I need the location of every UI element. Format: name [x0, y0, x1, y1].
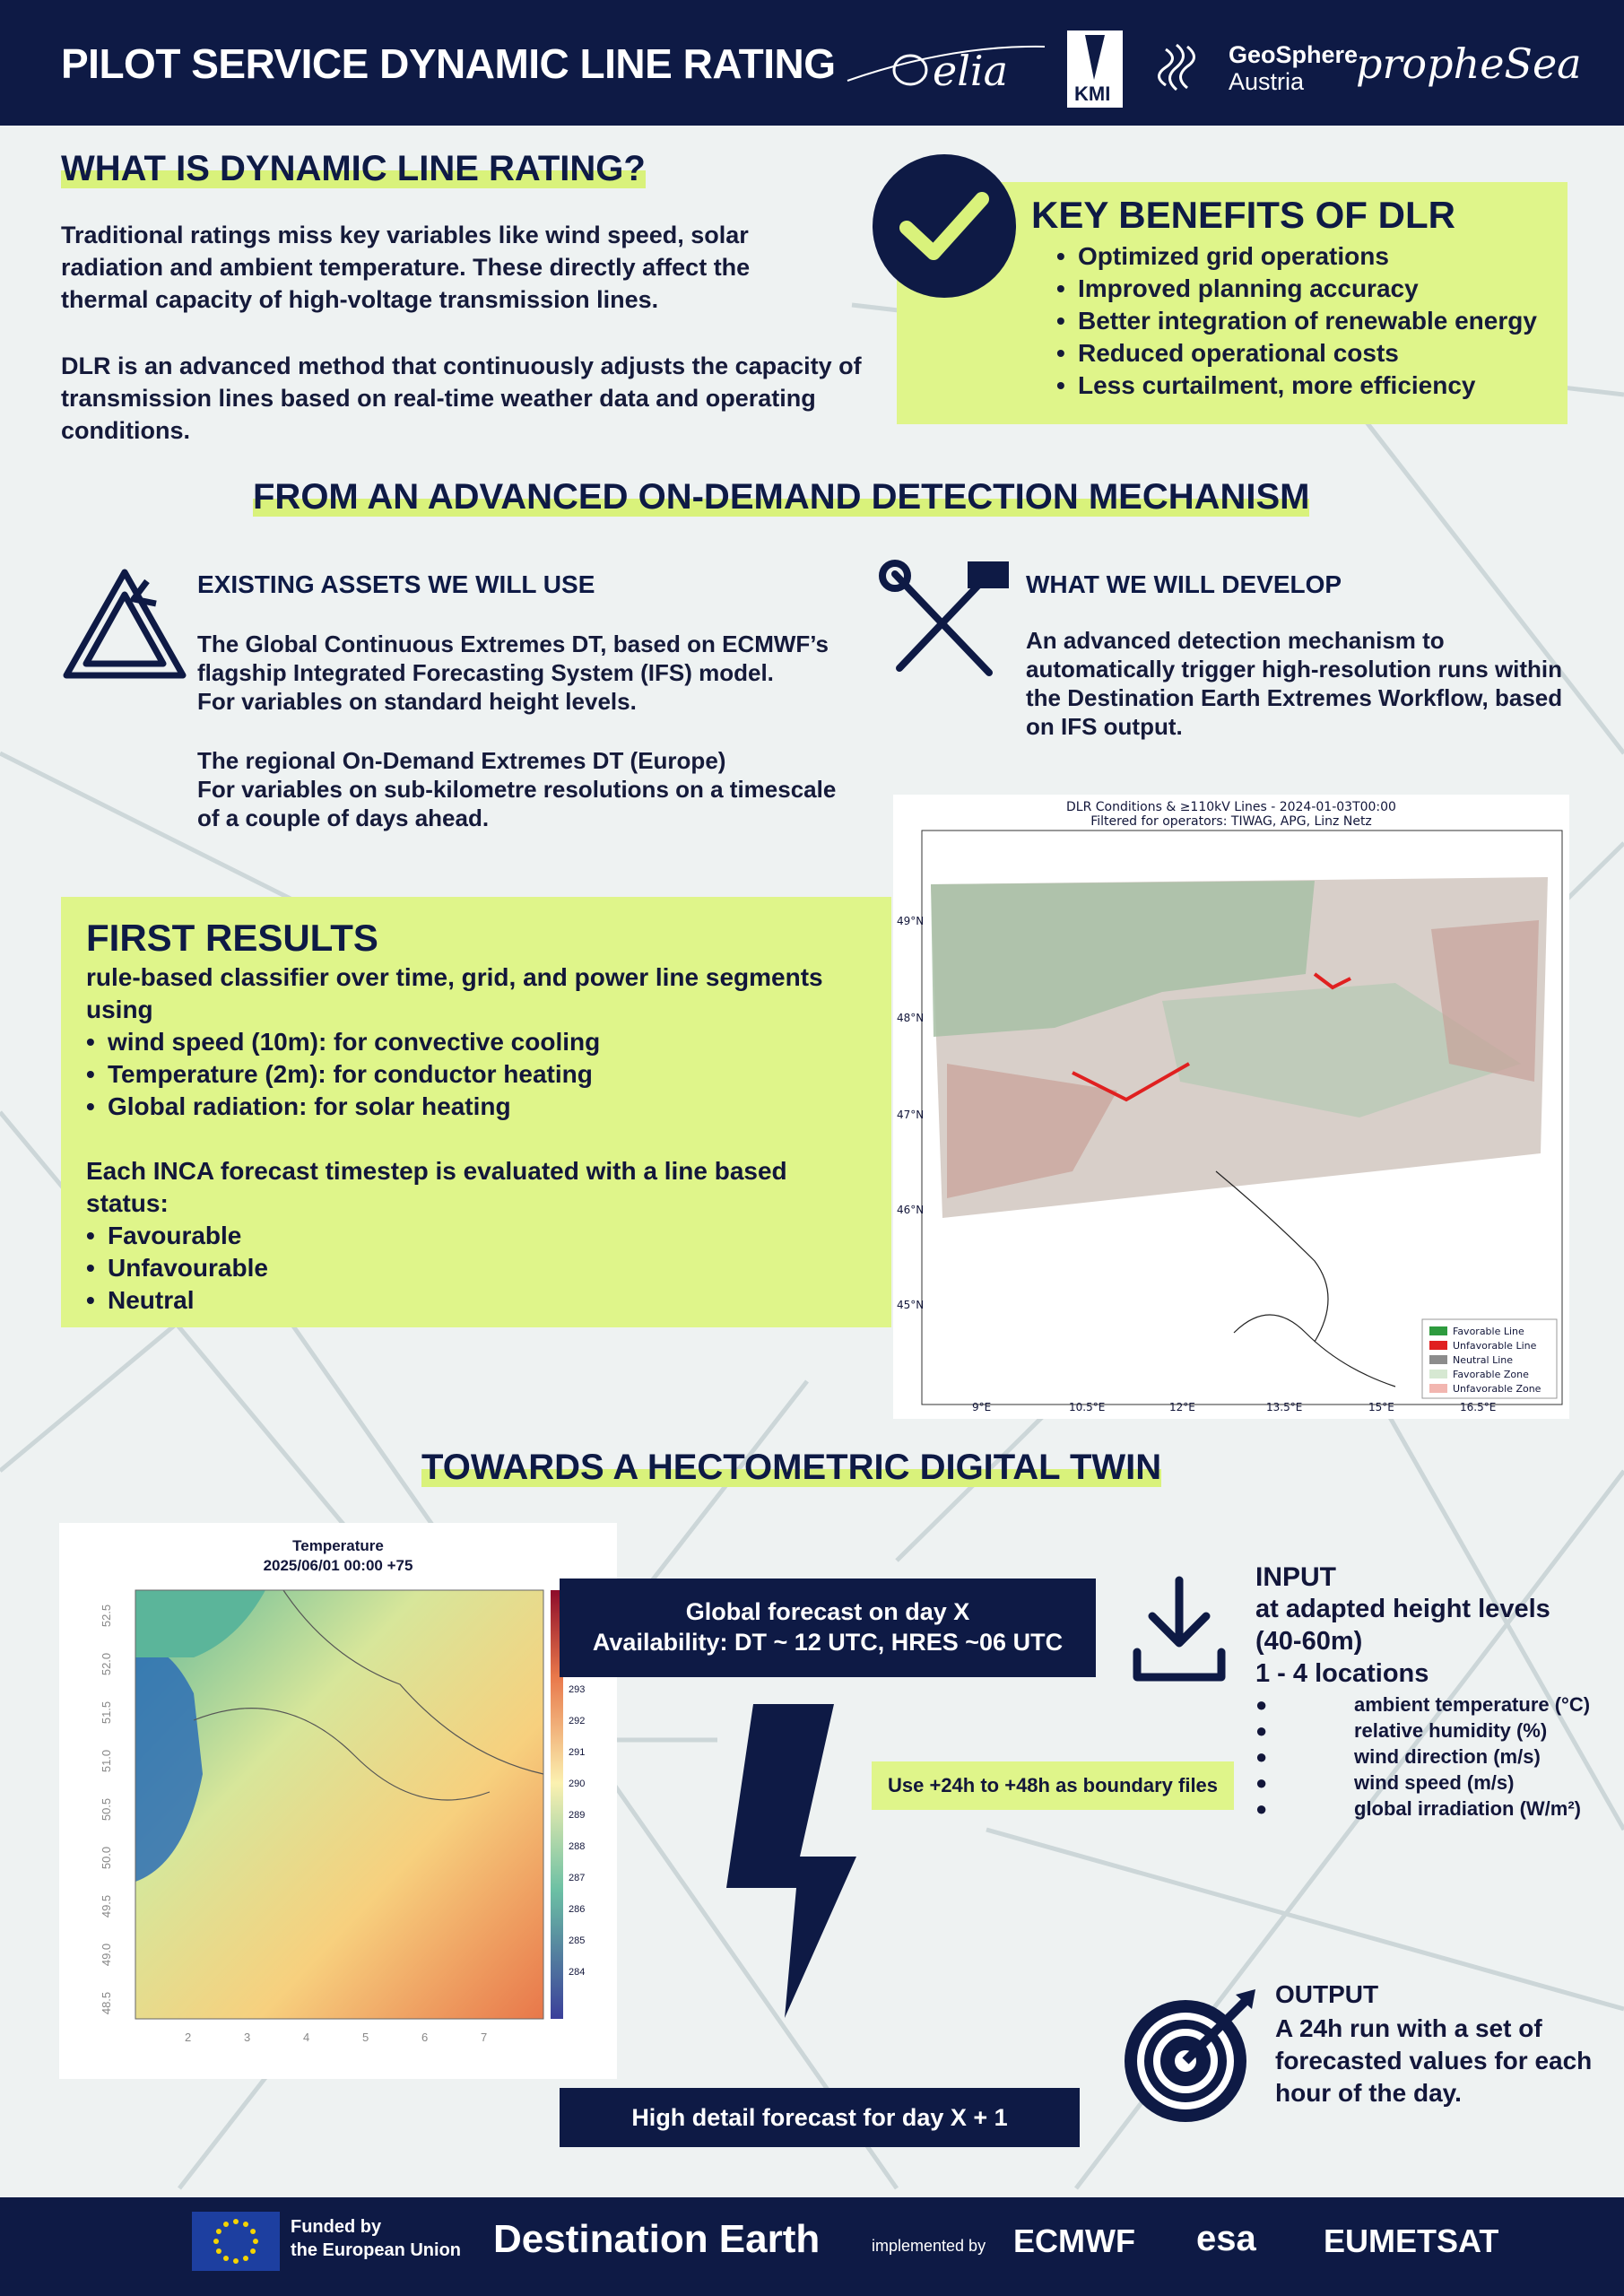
what-is-dlr-paragraph-1: Traditional ratings miss key variables like wind speed, solar radiation and ambient temperature. These directly affect the thermal capacity of high-voltage transmission lines.	[61, 222, 751, 313]
lightning-bolt-icon	[699, 1704, 879, 2018]
temp-x-tick: 3	[244, 2031, 251, 2044]
benefit-item: • Less curtailment, more efficiency	[1056, 370, 1537, 402]
colorbar-tick: 289	[569, 1810, 586, 1821]
status-item: • Neutral	[86, 1284, 268, 1317]
eu-star-icon	[216, 2229, 221, 2234]
temp-x-tick: 4	[303, 2031, 310, 2044]
map-lat-tick: 45°N	[897, 1299, 925, 1311]
input-line2: (40-60m)	[1255, 1627, 1363, 1656]
temp-x-tick: 2	[185, 2031, 192, 2044]
map-lon-tick: 12°E	[1169, 1401, 1195, 1413]
geosphere-logo-line1: GeoSphere	[1229, 41, 1359, 68]
input-variable-item: ● wind direction (m/s)	[1255, 1745, 1541, 1768]
first-results-status-intro: Each INCA forecast timestep is evaluated with a line based status:	[86, 1157, 787, 1217]
variable-item: • wind speed (10m): for convective cooling	[86, 1026, 600, 1058]
existing-assets-p1-line2: For variables on standard height levels.	[197, 688, 637, 715]
eu-star-icon	[243, 2222, 248, 2227]
eu-star-icon	[253, 2239, 258, 2244]
poster-title: PILOT SERVICE DYNAMIC LINE RATING	[61, 40, 836, 87]
status-item: • Favourable	[86, 1220, 268, 1252]
global-forecast-line2: Availability: DT ~ 12 UTC, HRES ~06 UTC	[592, 1629, 1064, 1656]
first-results-status-list	[86, 1220, 268, 1317]
esa-logo: esa	[1196, 2219, 1256, 2258]
map-legend-label: Neutral Line	[1453, 1354, 1514, 1366]
temp-y-tick: 52.0	[100, 1652, 114, 1676]
input-variable-item: ● global irradiation (W/m²)	[1255, 1797, 1581, 1820]
eu-star-icon	[250, 2248, 256, 2254]
first-results-intro: rule-based classifier over time, grid, and power line segments using	[86, 963, 823, 1023]
existing-assets-title: EXISTING ASSETS WE WILL USE	[197, 570, 595, 598]
what-is-dlr-heading: WHAT IS DYNAMIC LINE RATING?	[61, 149, 646, 188]
geosphere-waves-icon	[1157, 36, 1220, 99]
first-results-heading: FIRST RESULTS	[86, 917, 378, 959]
benefit-item: • Better integration of renewable energy	[1056, 305, 1537, 337]
boundary-files-label: Use +24h to +48h as boundary files	[872, 1761, 1234, 1810]
map-legend-label: Unfavorable Line	[1453, 1340, 1537, 1352]
input-variable-item: ● ambient temperature (°C)	[1255, 1693, 1591, 1716]
funded-by-line2: the European Union	[291, 2240, 461, 2260]
temp-x-tick: 7	[481, 2031, 488, 2044]
elia-logo-text: elia	[933, 47, 1009, 95]
first-results-variable-list	[86, 1026, 600, 1123]
colorbar-tick: 293	[569, 1684, 586, 1695]
input-line1: at adapted height levels	[1255, 1595, 1550, 1623]
map-legend-label: Unfavorable Zone	[1453, 1383, 1541, 1395]
checkmark-badge	[873, 154, 1016, 298]
eu-star-icon	[223, 2222, 229, 2227]
temp-y-tick: 48.5	[100, 1991, 114, 2015]
geosphere-logo-line2: Austria	[1229, 68, 1305, 95]
global-forecast-box	[560, 1578, 1096, 1677]
map-legend-swatch	[1429, 1370, 1447, 1378]
existing-assets-p2-line1: The regional On-Demand Extremes DT (Europe)	[197, 747, 726, 774]
map-lat-tick: 47°N	[897, 1109, 925, 1121]
temp-x-tick: 5	[362, 2031, 369, 2044]
map-lon-tick: 9°E	[972, 1401, 992, 1413]
develop-text: An advanced detection mechanism to automatically trigger high-resolution runs within the Destination Earth Extremes Workflow, based on IFS output.	[1026, 627, 1563, 740]
map-lon-tick: 15°E	[1368, 1401, 1394, 1413]
high-detail-forecast-box: High detail forecast for day X + 1	[560, 2088, 1080, 2147]
kmi-logo	[1067, 30, 1123, 108]
kmi-logo-text: KMI	[1074, 83, 1111, 105]
existing-assets-p1-line1: The Global Continuous Extremes DT, based on ECMWF’s flagship Integrated Forecasting System (IFS) model.	[197, 631, 829, 686]
temp-y-tick: 51.5	[100, 1700, 114, 1725]
status-item: • Unfavourable	[86, 1252, 268, 1284]
map-lon-tick: 13.5°E	[1266, 1401, 1303, 1413]
tools-icon	[877, 556, 1012, 691]
map-lon-tick: 16.5°E	[1460, 1401, 1497, 1413]
eu-star-icon	[216, 2248, 221, 2254]
key-benefits-heading: KEY BENEFITS OF DLR	[1031, 194, 1455, 236]
funded-by-line1: Funded by	[291, 2217, 382, 2237]
download-arrow-icon	[1130, 1571, 1229, 1688]
eu-star-icon	[223, 2256, 229, 2261]
temp-y-tick: 51.0	[100, 1749, 114, 1773]
map-legend-swatch	[1429, 1326, 1447, 1335]
variable-item: • Global radiation: for solar heating	[86, 1091, 600, 1123]
eumetsat-logo: EUMETSAT	[1324, 2222, 1499, 2259]
checkmark-icon	[873, 154, 1016, 298]
input-variable-item: ● relative humidity (%)	[1255, 1719, 1548, 1742]
output-title: OUTPUT	[1275, 1980, 1379, 2008]
temperature-map	[59, 1523, 617, 2079]
ecmwf-logo: ECMWF	[1013, 2222, 1135, 2259]
colorbar-tick: 285	[569, 1935, 586, 1946]
kmi-mark-icon	[1067, 30, 1123, 84]
map-legend-label: Favorable Zone	[1453, 1369, 1529, 1380]
input-variable-list	[1255, 1692, 1610, 1822]
colorbar-tick: 292	[569, 1716, 586, 1726]
temperature-map-subtitle: 2025/06/01 00:00 +75	[263, 1557, 413, 1574]
variable-item: • Temperature (2m): for conductor heating	[86, 1058, 600, 1091]
eu-star-icon	[250, 2229, 256, 2234]
map-title-line1: DLR Conditions & ≥110kV Lines - 2024-01-03T00:00	[1066, 800, 1396, 814]
what-is-dlr-paragraph-2: DLR is an advanced method that continuously adjusts the capacity of transmission lines based on real-time weather data and operating conditions.	[61, 352, 862, 444]
colorbar-tick: 290	[569, 1779, 586, 1789]
temp-y-tick: 52.5	[100, 1604, 114, 1628]
map-title-line2: Filtered for operators: TIWAG, APG, Linz Netz	[1090, 814, 1372, 829]
geosphere-logo	[1157, 36, 1359, 99]
existing-assets-p2-line2: For variables on sub-kilometre resolutions on a timescale of a couple of days ahead.	[197, 776, 837, 831]
map-lat-tick: 49°N	[897, 915, 925, 927]
temp-y-tick: 50.0	[100, 1846, 114, 1870]
map-lat-tick: 46°N	[897, 1204, 925, 1216]
mechanism-heading: FROM AN ADVANCED ON-DEMAND DETECTION MECHANISM	[253, 477, 1310, 517]
hectometric-heading: TOWARDS A HECTOMETRIC DIGITAL TWIN	[421, 1448, 1162, 1487]
temp-y-tick: 50.5	[100, 1797, 114, 1822]
implemented-by-label: implemented by	[872, 2237, 986, 2255]
eu-star-icon	[243, 2256, 248, 2261]
temp-y-tick: 49.0	[100, 1943, 114, 1967]
temperature-map-plot	[59, 1523, 617, 2079]
temp-y-tick: 49.5	[100, 1894, 114, 1918]
map-legend-swatch	[1429, 1384, 1447, 1393]
eu-star-icon	[213, 2239, 219, 2244]
benefit-item: • Improved planning accuracy	[1056, 273, 1537, 305]
eu-star-icon	[233, 2219, 239, 2224]
eu-star-icon	[233, 2258, 239, 2264]
map-lon-tick: 10.5°E	[1069, 1401, 1106, 1413]
colorbar-tick: 291	[569, 1747, 586, 1758]
dlr-conditions-map	[893, 795, 1569, 1419]
colorbar-tick: 284	[569, 1967, 586, 1978]
prophesea-logo: propheSea	[1356, 39, 1582, 88]
input-variable-item: ● wind speed (m/s)	[1255, 1771, 1515, 1794]
temperature-map-title: Temperature	[292, 1537, 384, 1554]
map-legend-label: Favorable Line	[1453, 1326, 1524, 1337]
colorbar-tick: 286	[569, 1904, 586, 1915]
temp-x-tick: 6	[421, 2031, 429, 2044]
key-benefits-list	[1056, 240, 1537, 402]
benefit-item: • Reduced operational costs	[1056, 337, 1537, 370]
recycle-icon	[57, 563, 192, 698]
input-title: INPUT	[1255, 1562, 1336, 1592]
global-forecast-line1: Global forecast on day X	[685, 1598, 970, 1625]
colorbar-tick: 288	[569, 1841, 586, 1852]
map-lat-tick: 48°N	[897, 1012, 925, 1024]
destination-earth-logo: Destination Earth	[493, 2217, 821, 2261]
output-text: A 24h run with a set of forecasted values for each hour of the day.	[1275, 2014, 1593, 2107]
develop-title: WHAT WE WILL DEVELOP	[1026, 570, 1342, 598]
benefit-item: • Optimized grid operations	[1056, 240, 1537, 273]
colorbar-tick: 287	[569, 1873, 586, 1883]
target-icon	[1121, 1982, 1264, 2126]
map-legend-swatch	[1429, 1355, 1447, 1364]
map-legend-swatch	[1429, 1341, 1447, 1350]
input-line3: 1 - 4 locations	[1255, 1659, 1429, 1688]
elia-logo	[843, 36, 1049, 99]
eu-flag-icon	[192, 2212, 280, 2271]
